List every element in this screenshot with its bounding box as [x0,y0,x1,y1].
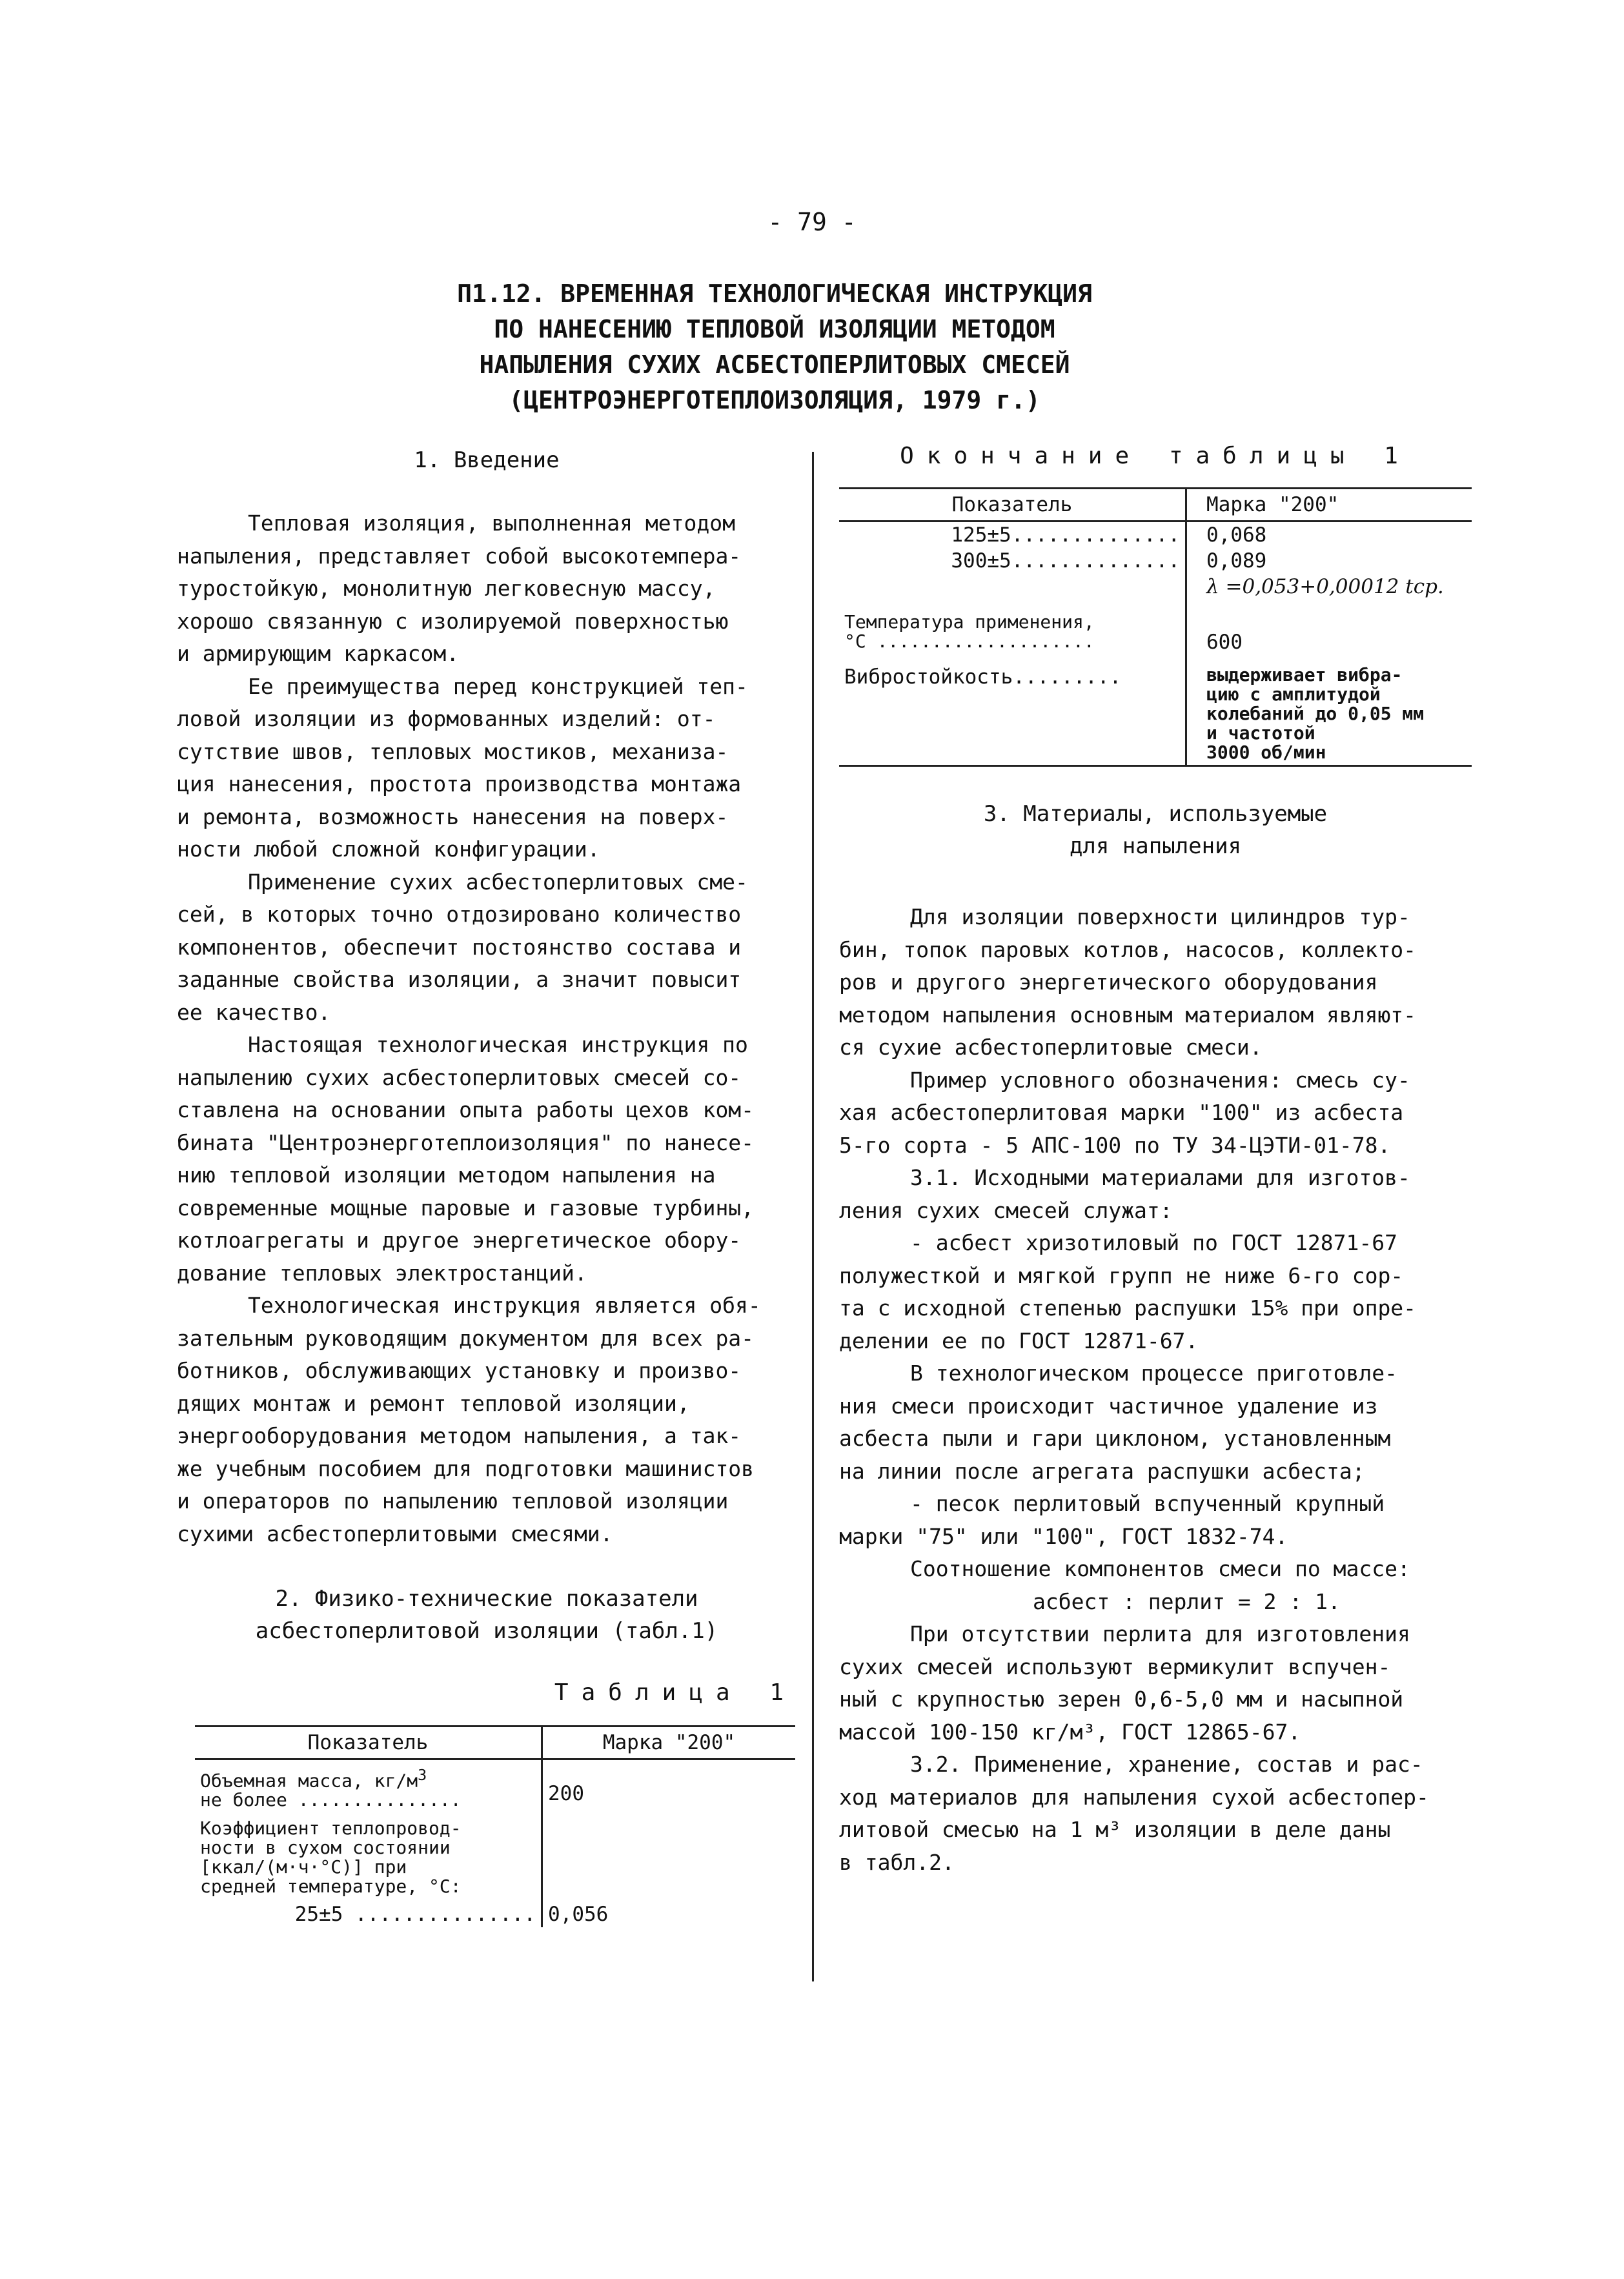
paragraph: В технологическом процессе приготовле- ния смеси происходит частичное удаление из асбеста пыли и гари циклоном, установленным на линии после агрегата распушки асбеста; [839,1361,1397,1484]
formula: λ =0,053+0,00012 tср. [1206,575,1444,598]
page-number: - 79 - [767,208,857,236]
paragraph: Ее преимущества перед конструкцией теп- ловой изоляции из формованных изделий: от- сутствие швов, тепловых мостиков, механиза- ция нанесения, простота производства монтажа и ремонта, возможность нанесения на поверх- ности любой сложной конфигурации. [177,673,748,862]
column-divider [812,452,814,1981]
table-cell: 25±5 ............... [195,1898,542,1927]
title-line: П1.12. ВРЕМЕННАЯ ТЕХНОЛОГИЧЕСКАЯ ИНСТРУКЦИЯ [457,279,1092,308]
section-2-heading: 2. Физико-технические показатели асбестоперлитовой изоляции (табл.1) [255,1586,718,1644]
table-cell: 0,068 [1206,523,1267,547]
table-header-indicator: Показатель [839,489,1186,522]
paragraph: 3.2. Применение, хранение, состав и рас- ход материалов для напыления сухой асбестопер- литовой смесью на 1 м³ изоляции в деле даны в табл.2. [839,1752,1429,1875]
document-title [413,276,1136,418]
properties-table-continued [839,487,1472,767]
title-line: ПО НАНЕСЕНИЮ ТЕПЛОВОЙ ИЗОЛЯЦИИ МЕТОДОМ [494,315,1055,343]
paragraph: 3.1. Исходными материалами для изготов- ления сухих смесей служат: [839,1165,1410,1223]
paragraph: При отсутствии перлита для изготовления сухих смесей используют вермикулит вспучен- ный с крупностью зерен 0,6-5,0 мм и насыпной массой 100-150 кг/м³, ГОСТ 12865-67. [839,1621,1410,1745]
section-1-heading: 1. Введение [414,447,560,473]
table-cell: Коэффициент теплопровод- ности в сухом состоянии [ккал/(м·ч·°С)] при средней температуре, °С: [195,1811,542,1898]
table-cell: 0,056 [548,1903,609,1927]
title-line: (ЦЕНТРОЭНЕРГОТЕПЛОИЗОЛЯЦИЯ, 1979 г.) [509,386,1040,414]
paragraph: Применение сухих асбестоперлитовых сме- сей, в которых точно отдозировано количество компонентов, обеспечит постоянство состава и заданные свойства изоляции, а значит повысит ее качество. [177,869,748,1025]
paragraph: Соотношение компонентов смеси по массе: асбест : перлит = 2 : 1. [910,1556,1410,1614]
properties-table [195,1725,795,1927]
table-header-grade: Марка "200" [542,1727,796,1759]
title-line: НАПЫЛЕНИЯ СУХИХ АСБЕСТОПЕРЛИТОВЫХ СМЕСЕЙ [479,350,1070,379]
table-cell [542,1811,796,1898]
table-cell: Объемная масса, $кг/м^3$ не более ............... [195,1759,542,1812]
paragraph: Для изоляции поверхности цилиндров тур- бин, топок паровых котлов, насосов, коллекто- ров и другого энергетического оборудования методом напыления основным материалом являют- ся сухие асбестоперлитовые смеси. [839,904,1417,1060]
left-column [177,444,797,1927]
section-3-heading: 3. Материалы, используемые для напыления [983,801,1328,859]
table-cell [839,574,1186,600]
table-cell: 300±5.............. [839,548,1186,574]
paragraph: Пример условного обозначения: смесь су- хая асбестоперлитовая марки "100" из асбеста 5-го сорта - 5 АПС-100 по ТУ 34-ЦЭТИ-01-78. [839,1067,1410,1158]
table-cell: 125±5.............. [839,522,1186,549]
paragraph: Технологическая инструкция является обя- зательным руководящим документом для всех ра- ботников, обслуживающих установку и произво- дящих монтаж и ремонт тепловой изоляции, энергооборудования методом напыления, а так- же учебным пособием для подготовки машинистов и операторов по напылению тепловой изоляции сухими асбестоперлитовыми смесями. [177,1293,761,1546]
paragraph: Тепловая изоляция, выполненная методом напыления, представляет собой высокотемпера- туростойкую, монолитную легковесную массу, хорошо связанную с изолируемой поверхностью и армирующим каркасом. [177,511,742,666]
table-header-indicator: Показатель [195,1727,542,1759]
table-cell: Вибростойкость......... [839,655,1186,766]
table-cell: выдерживает вибра- цию с амплитудой колебаний до 0,05 мм и частотой 3000 об/мин [1186,655,1472,766]
table-cell: 0,089 [1206,549,1267,572]
table-caption: Таблица 1 [554,1679,797,1706]
table-cell: 600 [1206,631,1243,654]
table-cell: 200 [548,1782,584,1805]
table-cell: Температура применения, °С .................... [839,600,1186,655]
paragraph: - асбест хризотиловый по ГОСТ 12871-67 полужесткой и мягкой групп не ниже 6-го сор- та с исходной степенью распушки 15% при опре- делении ее по ГОСТ 12871-67. [839,1230,1417,1353]
paragraph: Настоящая технологическая инструкция по напылению сухих асбестоперлитовых смесей со- ставлена на основании опыта работы цехов ком- бината "Центроэнерготеплоизоляция" по нанесе- нию тепловой изоляции методом напыления на современные мощные паровые и газовые турбины, котлоагрегаты и другое энергетическое обору- дование тепловых электростанций. [177,1032,755,1286]
right-column [839,443,1472,1879]
table-continuation-caption: Окончание таблицы 1 [900,443,1411,469]
paragraph: - песок перлитовый вспученный крупный марки "75" или "100", ГОСТ 1832-74. [839,1491,1385,1549]
table-header-grade: Марка "200" [1186,489,1472,522]
